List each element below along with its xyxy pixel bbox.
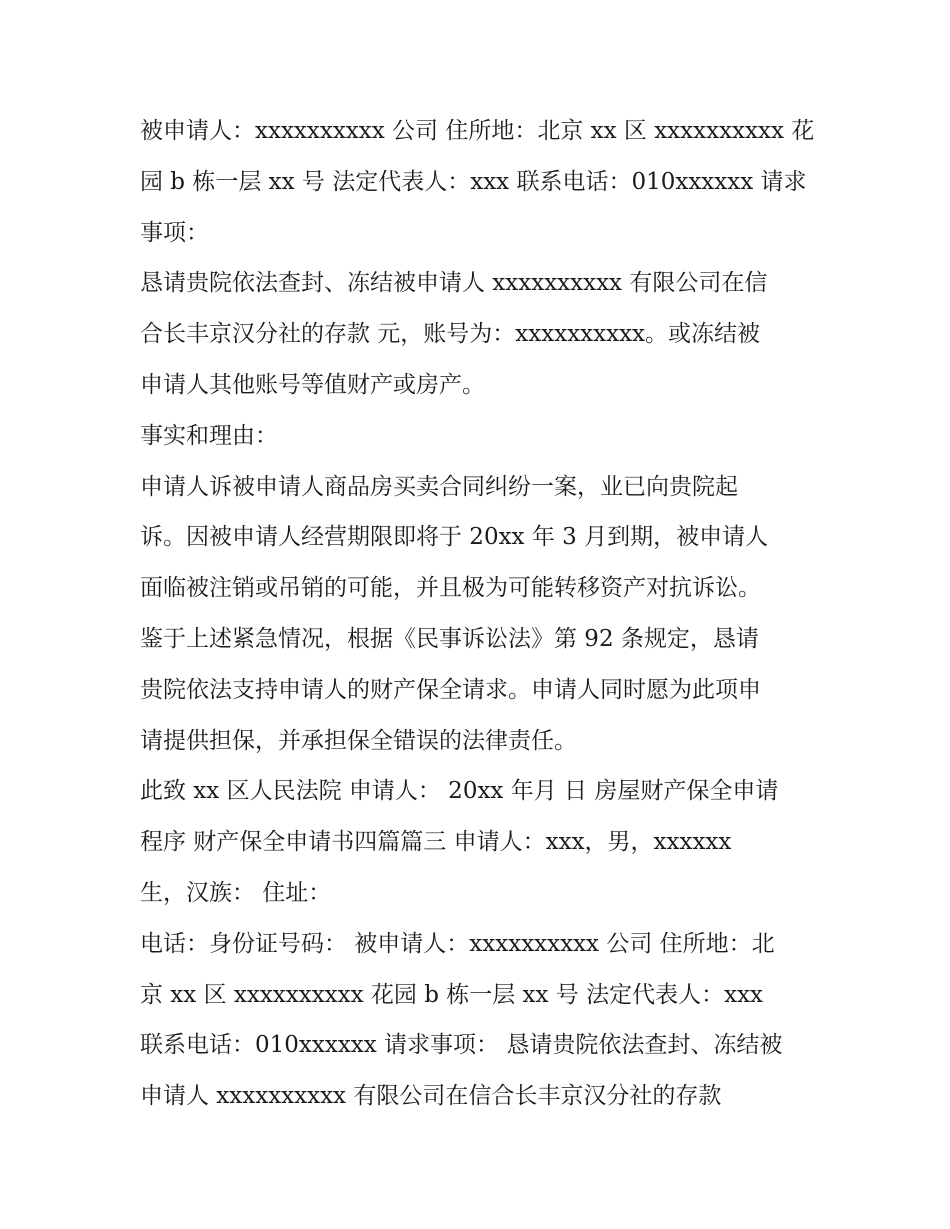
text-line: 面临被注销或吊销的可能，并且极为可能转移资产对抗诉讼。 bbox=[140, 575, 761, 602]
section-heading: 事实和理由： bbox=[140, 422, 278, 449]
text-line: 恳请贵院依法查封、冻结被申请人 xxxxxxxxxx 有限公司在信 bbox=[140, 270, 768, 297]
text-line: 程序 财产保全申请书四篇篇三 申请人：xxx，男，xxxxxx bbox=[140, 829, 732, 856]
text-line: 申请人其他账号等值财产或房产。 bbox=[140, 371, 485, 398]
text-line: 贵院依法支持申请人的财产保全请求。申请人同时愿为此项申 bbox=[140, 676, 761, 703]
text-line: 生，汉族： 住址： bbox=[140, 879, 332, 906]
text-line: 诉。因被申请人经营期限即将于 20xx 年 3 月到期，被申请人 bbox=[140, 524, 769, 551]
text-line: 合长丰京汉分社的存款 元，账号为：xxxxxxxxxx。或冻结被 bbox=[140, 321, 761, 348]
text-line: 此致 xx 区人民法院 申请人： 20xx 年月 日 房屋财产保全申请 bbox=[140, 778, 779, 805]
document-body bbox=[140, 106, 820, 1122]
text-line: 请提供担保，并承担保全错误的法律责任。 bbox=[140, 727, 577, 754]
text-line: 申请人诉被申请人商品房买卖合同纠纷一案，业已向贵院起 bbox=[140, 473, 738, 500]
text-line: 联系电话：010xxxxxx 请求事项： 恳请贵院依法查封、冻结被 bbox=[140, 1032, 783, 1059]
text-line: 京 xx 区 xxxxxxxxxx 花园 b 栋一层 xx 号 法定代表人：xxx bbox=[140, 981, 764, 1008]
text-line: 被申请人：xxxxxxxxxx 公司 住所地：北京 xx 区 xxxxxxxxxx 花 bbox=[140, 118, 815, 144]
text-line: 电话：身份证号码： 被申请人：xxxxxxxxxx 公司 住所地：北 bbox=[140, 930, 775, 957]
text-line: 申请人 xxxxxxxxxx 有限公司在信合长丰京汉分社的存款 bbox=[140, 1083, 722, 1110]
text-line: 鉴于上述紧急情况，根据《民事诉讼法》第 92 条规定，恳请 bbox=[140, 625, 759, 652]
text-line: 园 b 栋一层 xx 号 法定代表人：xxx 联系电话：010xxxxxx 请求 bbox=[140, 168, 807, 195]
text-line: 事项： bbox=[140, 219, 209, 246]
